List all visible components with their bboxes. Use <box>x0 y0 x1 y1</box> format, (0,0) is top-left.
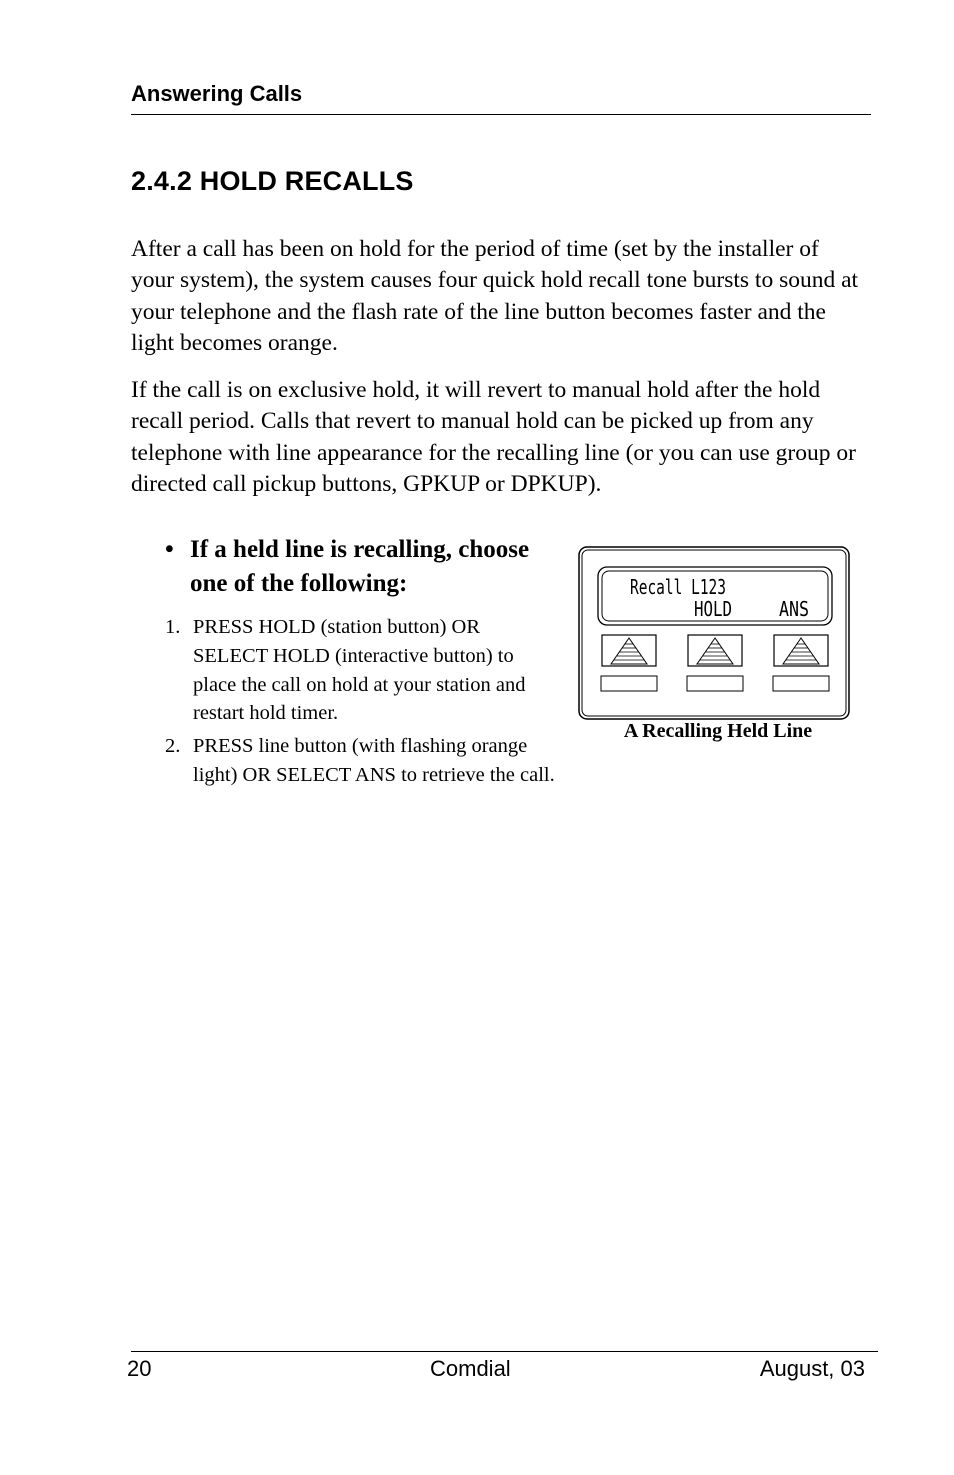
list-item <box>165 732 555 790</box>
step-text: PRESS HOLD (station button) OR SELECT HOLD (interactive button) to place the call on hold at your station and restart hold timer. <box>193 616 526 725</box>
page-number: 20 <box>127 1356 152 1381</box>
running-header: Answering Calls <box>131 81 303 106</box>
interactive-button-right <box>774 635 828 666</box>
paragraph-exclusive-hold: If the call is on exclusive hold, it will revert to manual hold after the hold recall period. Calls that revert to manual hold can be picked up from any telephone with line appearance for the recalling line (or you can use group or directed call pickup buttons, GPKUP or DPKUP). <box>131 377 856 497</box>
list-item <box>165 613 555 728</box>
display-softkey-hold: HOLD <box>694 597 732 621</box>
step-number: 1. <box>165 616 181 638</box>
figure-caption: A Recalling Held Line <box>623 720 813 742</box>
footer-rule <box>131 1351 878 1352</box>
lcd-screen <box>598 567 832 625</box>
header-rule <box>131 114 871 115</box>
bullet-icon: • <box>165 536 174 563</box>
interactive-button-middle <box>688 635 742 666</box>
phone-display-illustration <box>578 546 850 720</box>
footer-publisher: Comdial <box>430 1356 511 1381</box>
footer-date: August, 03 <box>759 1356 865 1381</box>
paragraph-intro: After a call has been on hold for the period of time (set by the installer of your system), the system causes four quick hold recall tone bursts to sound at your telephone and the flash rate of the line button becomes faster and the light becomes orange. <box>131 236 859 356</box>
button-label-slot-middle <box>687 676 743 691</box>
display-text-line1: Recall L123 <box>630 575 726 599</box>
instruction-steps <box>165 613 555 794</box>
section-title: 2.4.2 HOLD RECALLS <box>131 166 414 196</box>
instruction-heading-text: If a held line is recalling, choose one of the following: <box>190 536 530 597</box>
step-text: PRESS line button (with flashing orange light) OR SELECT ANS to retrieve the call. <box>193 735 555 786</box>
step-number: 2. <box>165 735 181 758</box>
interactive-button-left <box>602 635 656 666</box>
button-label-slot-left <box>601 676 657 691</box>
display-softkey-ans: ANS <box>779 597 809 621</box>
button-label-slot-right <box>773 676 829 691</box>
instruction-heading <box>165 533 555 601</box>
